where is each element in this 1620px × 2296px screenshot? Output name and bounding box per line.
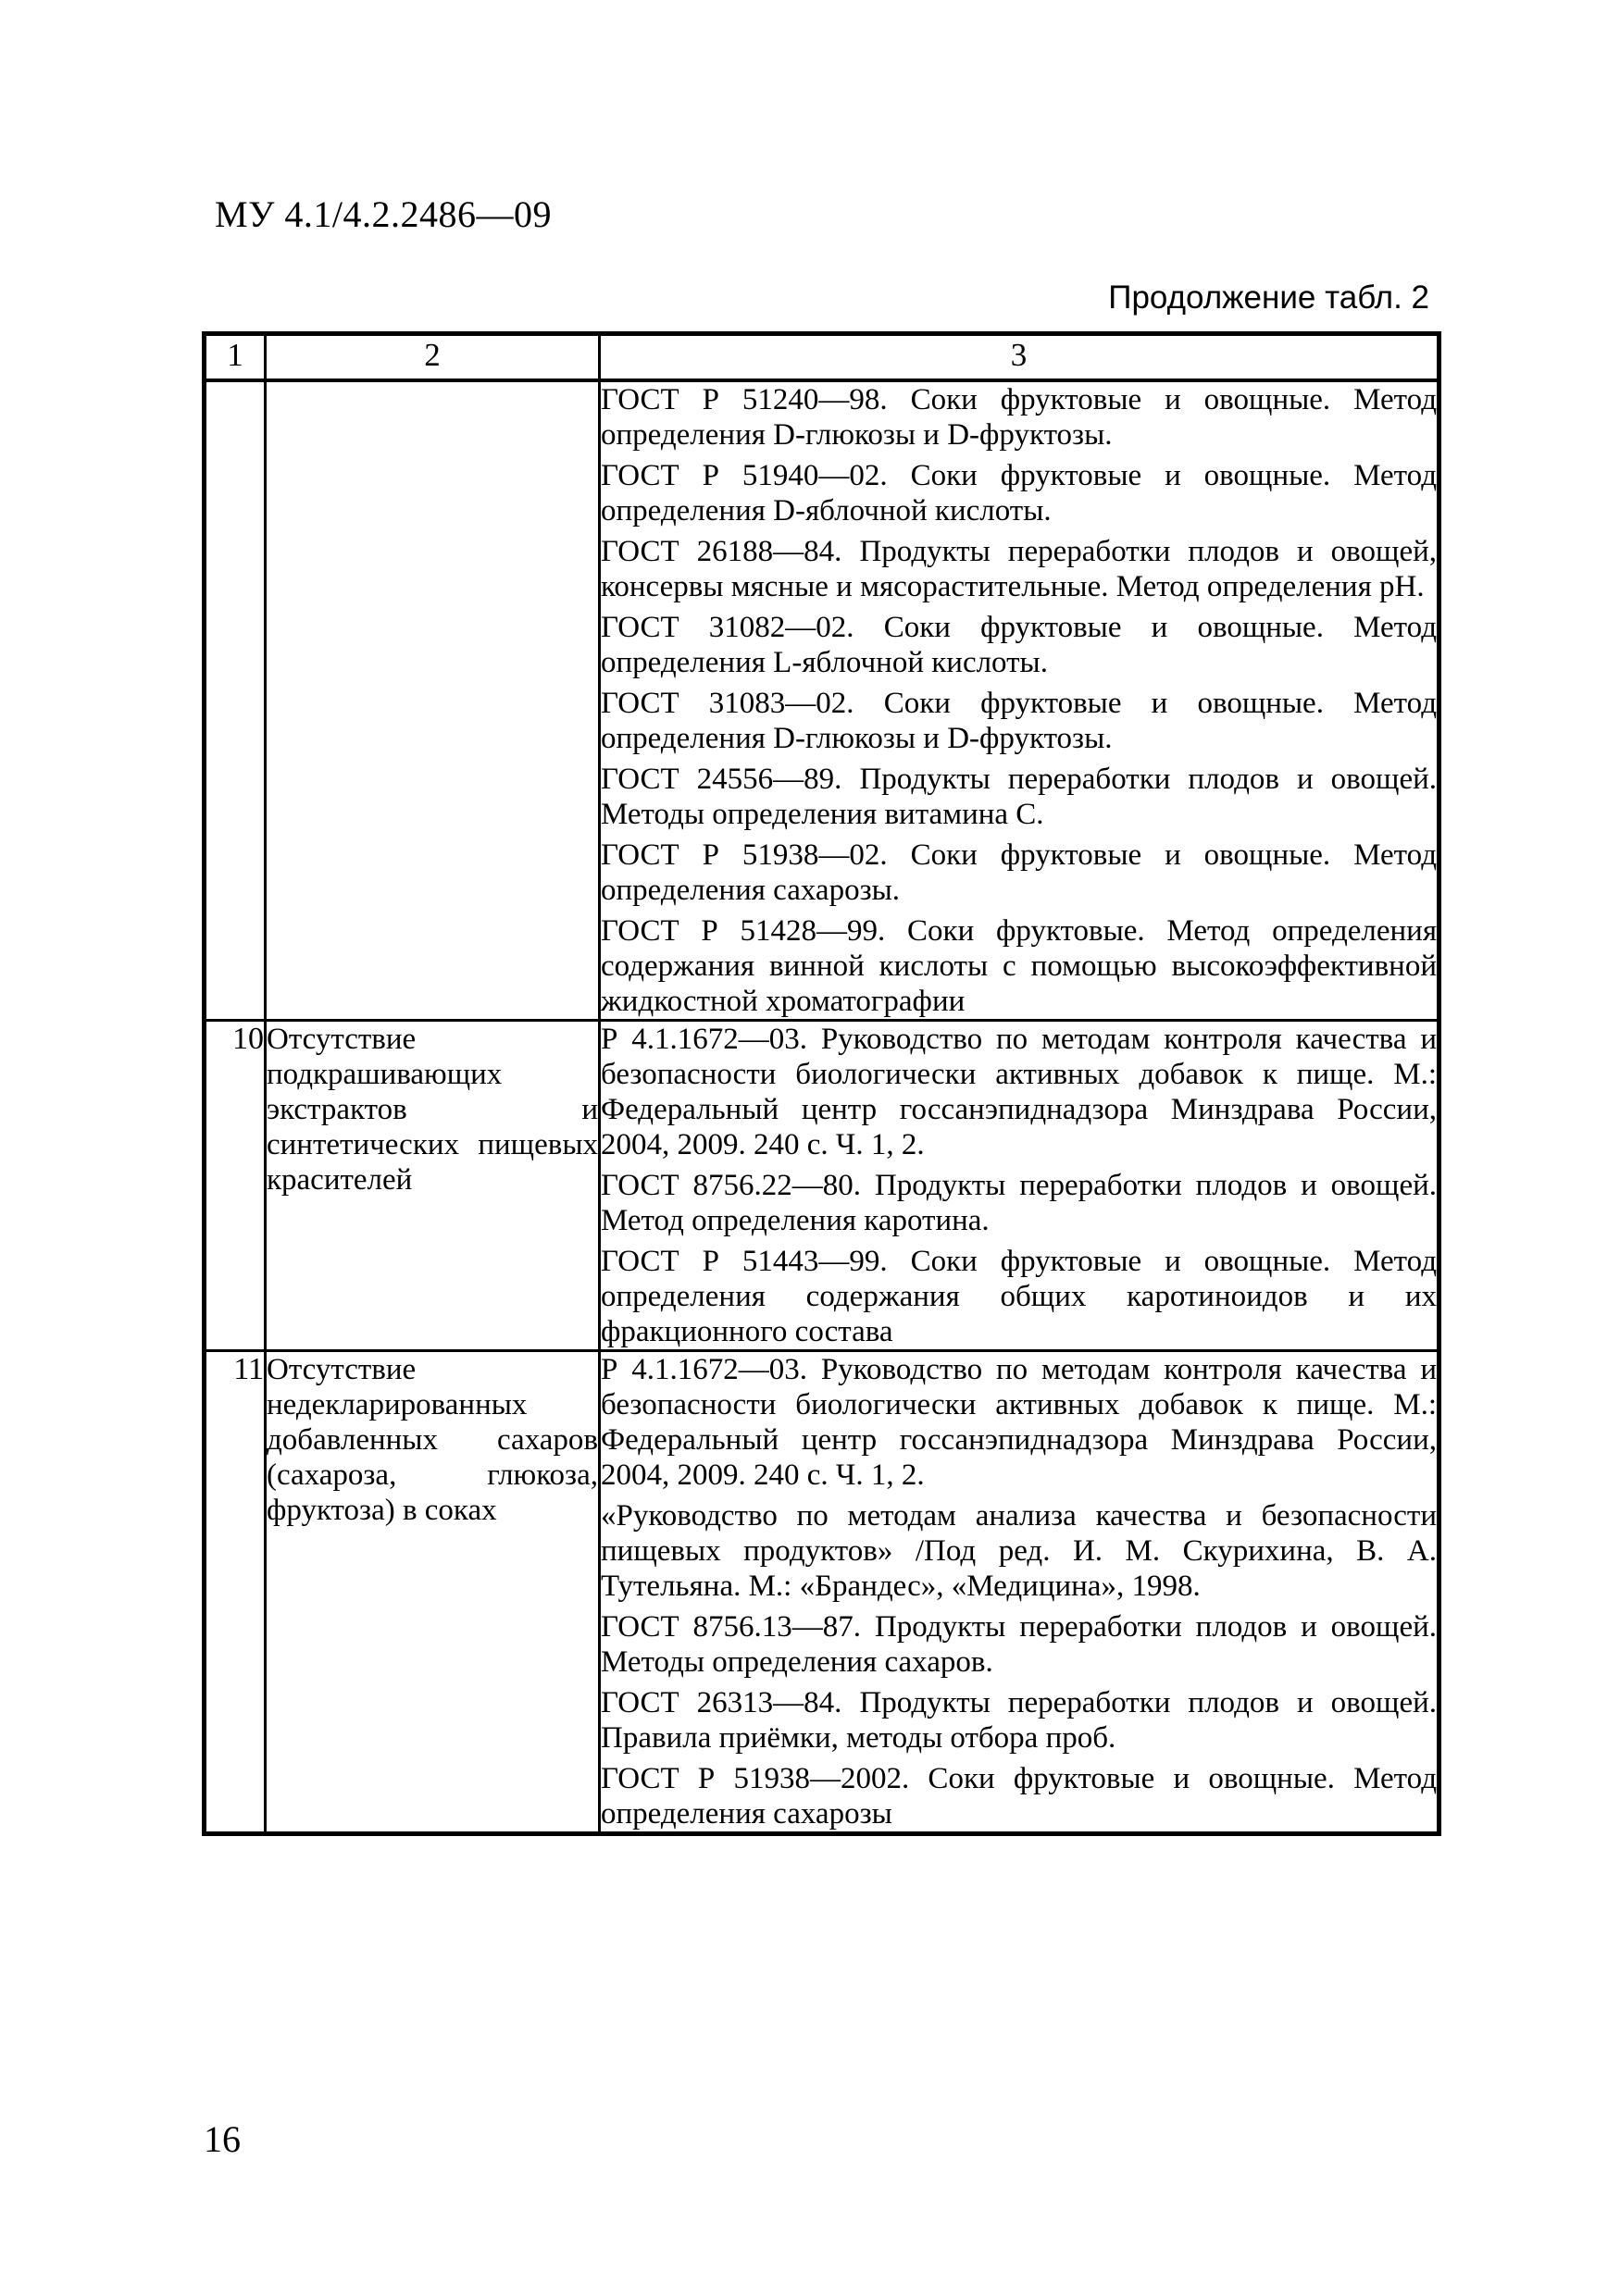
column-header-standards: 3 <box>600 334 1439 381</box>
standard-reference: ГОСТ Р 51240—98. Соки фруктовые и овощные. Метод определения D-глюкозы и D-фруктозы. <box>601 383 1437 452</box>
standard-reference: ГОСТ Р 51940—02. Соки фруктовые и овощные. Метод определения D-яблочной кислоты. <box>601 459 1437 527</box>
standard-reference: Р 4.1.1672—03. Руководство по методам контроля качества и безопасности биологически активных добавок к пище. М.: Федеральный центр госсанэпиднадзора Минздрава России, 2004, 2009. 240 с. Ч. 1, 2. <box>601 1023 1437 1161</box>
standard-reference: ГОСТ 31082—02. Соки фруктовые и овощные. Метод определения L-яблочной кислоты. <box>601 611 1437 679</box>
standard-reference: ГОСТ Р 51938—02. Соки фруктовые и овощные. Метод определения сахарозы. <box>601 838 1437 907</box>
table-row <box>205 380 1439 1021</box>
row-requirement <box>266 380 600 1021</box>
standard-reference: ГОСТ 31083—02. Соки фруктовые и овощные. Метод определения D-глюкозы и D-фруктозы. <box>601 687 1437 755</box>
row-standards <box>600 1021 1439 1351</box>
column-header-number: 1 <box>205 334 266 381</box>
table-row <box>205 1021 1439 1351</box>
table-continuation-label: Продолжение табл. 2 <box>1108 279 1429 316</box>
standard-reference: «Руководство по методам анализа качества и безопасности пищевых продуктов» /Под ред. И. М. Скурихина, В. А. Тутельяна. М.: «Брандес», «Медицина», 1998. <box>601 1499 1437 1603</box>
standard-reference: ГОСТ 8756.22—80. Продукты переработки плодов и овощей. Метод определения каротина. <box>601 1169 1437 1237</box>
standard-reference: ГОСТ 24556—89. Продукты переработки плодов и овощей. Методы определения витамина С. <box>601 763 1437 831</box>
standard-reference: ГОСТ Р 51938—2002. Соки фруктовые и овощные. Метод определения сахарозы <box>601 1762 1437 1831</box>
row-number <box>205 380 266 1021</box>
row-requirement: Отсутствие подкрашивающих экстрактов и синтетических пищевых красителей <box>266 1021 600 1351</box>
table-row <box>205 1351 1439 1834</box>
page-number: 16 <box>204 2118 241 2160</box>
standard-reference: ГОСТ 8756.13—87. Продукты переработки плодов и овощей. Методы определения сахаров. <box>601 1610 1437 1679</box>
row-number: 10 <box>205 1021 266 1351</box>
row-requirement: Отсутствие недекларированных добавленных сахаров (сахароза, глюкоза, фруктоза) в соках <box>266 1351 600 1834</box>
document-code: МУ 4.1/4.2.2486—09 <box>215 193 552 235</box>
standard-reference: ГОСТ Р 51428—99. Соки фруктовые. Метод определения содержания винной кислоты с помощью высокоэффективной жидкостной хроматографии <box>601 914 1437 1018</box>
standard-reference: Р 4.1.1672—03. Руководство по методам контроля качества и безопасности биологически активных добавок к пище. М.: Федеральный центр госсанэпиднадзора Минздрава России, 2004, 2009. 240 с. Ч. 1, 2. <box>601 1353 1437 1492</box>
row-number: 11 <box>205 1351 266 1834</box>
row-standards <box>600 380 1439 1021</box>
standard-reference: ГОСТ 26313—84. Продукты переработки плодов и овощей. Правила приёмки, методы отбора проб. <box>601 1686 1437 1755</box>
standard-reference: ГОСТ 26188—84. Продукты переработки плодов и овощей, консервы мясные и мясорастительные. Метод определения pH. <box>601 535 1437 603</box>
column-header-requirement: 2 <box>266 334 600 381</box>
methods-table <box>202 331 1441 1836</box>
table-header-row <box>205 334 1439 381</box>
standard-reference: ГОСТ Р 51443—99. Соки фруктовые и овощные. Метод определения содержания общих каротиноидов и их фракционного состава <box>601 1245 1437 1348</box>
row-standards <box>600 1351 1439 1834</box>
